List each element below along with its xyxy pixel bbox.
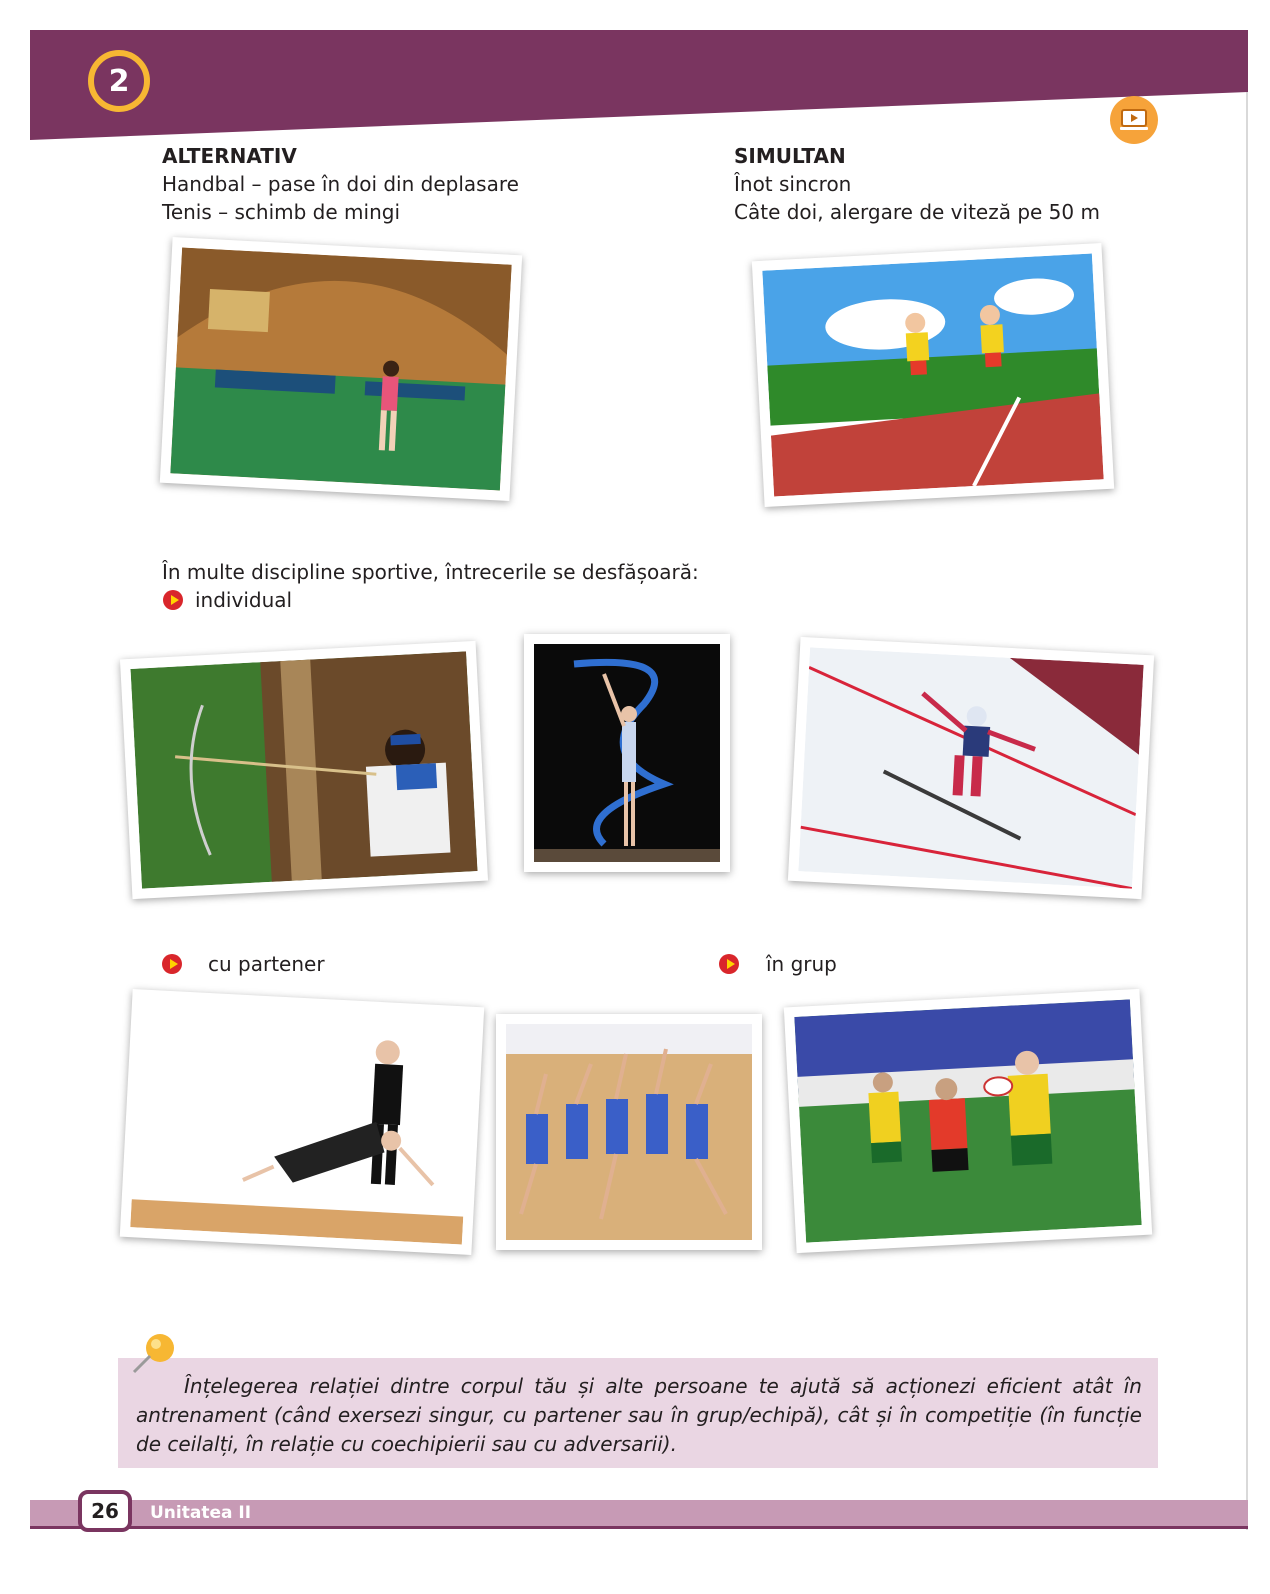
bullet-partner: cu partener	[208, 952, 325, 976]
lesson-number-badge: 2	[88, 50, 150, 112]
photo-rugby-match	[784, 989, 1152, 1253]
simultaneous-heading: SIMULTAN	[734, 144, 846, 168]
alternative-line-2: Tenis – schimb de mingi	[162, 200, 400, 224]
photo-table-tennis	[160, 237, 522, 501]
simultaneous-line-2: Câte doi, alergare de viteză pe 50 m	[734, 200, 1100, 224]
bullet-individual: individual	[195, 588, 293, 612]
photo-group-gymnastics	[496, 1014, 762, 1250]
intro-text: În multe discipline sportive, întrecerile se desfășoară:	[162, 560, 699, 584]
alternative-block	[162, 142, 519, 226]
note-text: Înțelegerea relației dintre corpul tău și alte persoane te ajută să acționezi eficient atât în antrenament (când exersezi singur, cu partener sau în grup/echipă), cât și în competiție (în funcție de ceilalți, în relație cu coechipierii sau cu adversarii).	[136, 1374, 1142, 1456]
simultaneous-block	[734, 142, 1100, 226]
photo-sprint	[752, 243, 1114, 507]
page-number: 26	[78, 1490, 132, 1532]
bullet-group: în grup	[766, 952, 837, 976]
photo-ski-jump	[788, 637, 1154, 899]
photo-archery	[120, 641, 488, 899]
bullet-icon	[719, 954, 739, 974]
alternative-line-1: Handbal – pase în doi din deplasare	[162, 172, 519, 196]
digital-resource-icon[interactable]	[1110, 96, 1158, 144]
footer-unit-title: Unitatea II	[150, 1503, 252, 1523]
header-band	[30, 30, 1248, 140]
bullet-icon	[162, 954, 182, 974]
simultaneous-line-1: Înot sincron	[734, 172, 852, 196]
photo-dance-couple	[120, 989, 484, 1255]
alternative-heading: ALTERNATIV	[162, 144, 297, 168]
photo-ribbon-gymnast	[524, 634, 730, 872]
bullet-icon	[163, 590, 183, 610]
